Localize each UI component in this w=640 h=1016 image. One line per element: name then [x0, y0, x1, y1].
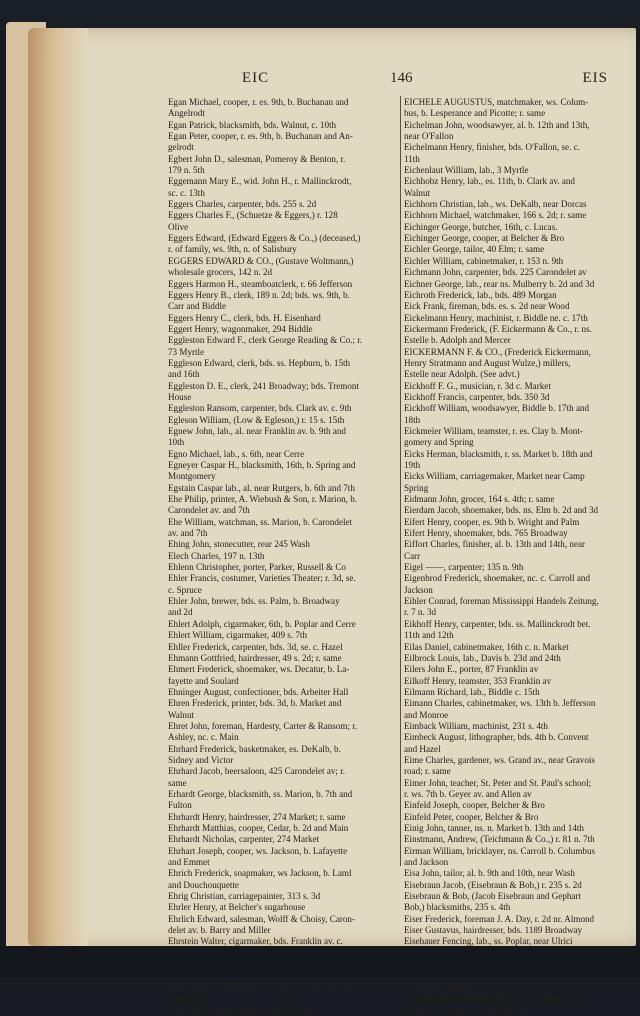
directory-line: Ehlert Adolph, cigarmaker, 6th, b. Poplar and Cerre [168, 618, 356, 629]
directory-line: Henry Stratmann and August Wulze,) millers, [404, 357, 571, 368]
directory-line: Egnew John, lab., al. near Franklin av. b. 9th and [168, 425, 346, 436]
directory-line: fayette and Soulard [168, 675, 239, 686]
directory-line: EICHELE AUGUSTUS, matchmaker, ws. Colum- [404, 97, 589, 107]
directory-line: Ehrler Henry, at Belcher's sugarhouse [168, 902, 306, 913]
directory-line: same [168, 777, 187, 788]
directory-line: Eichinger George, butcher, 16th, c. Lucas. [404, 221, 558, 232]
directory-line: 10th [168, 437, 185, 448]
directory-line: Eimann Charles, cabinetmaker, ws. 13th b. Jefferson [404, 698, 596, 709]
directory-line: and Jackson [404, 857, 449, 868]
directory-line: Eichberger Joseph, miller, 20th, c. Estelle [168, 1004, 320, 1015]
directory-line: Egan Michael, cooper, r. es. 9th, b. Buchanan and [168, 97, 349, 107]
directory-line: r. of family, ws. 9th, n. of Salisbury [168, 244, 297, 255]
directory-line: Einig John, tanner, ns. n. Market b. 13th and 14th [404, 823, 584, 833]
directory-line: Eichinger George, cooper, at Belcher & Bro [404, 233, 565, 244]
directory-line: Eick Frank, fireman, bds. es. s. 2d near Wood [404, 301, 570, 312]
directory-line: Eigenbrod Frederick, shoemaker, nc. c. Carroll and [404, 573, 590, 584]
column-divider [400, 96, 401, 866]
directory-line: Eilas Daniel, cabinetmaker, 16th c. n. Market [404, 641, 569, 652]
directory-line: Estelle b. Adolph and Mercer [404, 335, 511, 346]
directory-line: Eichelmann Henry, finisher, bds. O'Fallon, se. c. [404, 142, 580, 153]
directory-line: and 2d [168, 607, 193, 618]
directory-line: Eggert Henry, wagonmaker, 294 Biddle [168, 323, 313, 334]
directory-line: Eisehauer Fencing, lab., ss. Poplar, near Ulrici [404, 936, 573, 947]
directory-line: 18th [404, 414, 421, 425]
directory-line: Eiser Gustavus, hairdresser, bds. 1189 Broadway [404, 925, 583, 936]
right-directory-column [404, 97, 630, 1016]
directory-line: Einfeld Joseph, cooper, Belcher & Bro [404, 800, 545, 811]
directory-line: EICKERMANN F. & CO., (Frederick Eickermann, [404, 346, 591, 357]
left-directory-column [168, 97, 398, 1016]
directory-line: Sidney and Victor [168, 754, 234, 765]
directory-line: Erhardt George, blacksmith, ss. Marion, b. 7th and [168, 788, 353, 799]
directory-line: and Douchouquette [168, 879, 239, 890]
directory-line: and Monroe [404, 709, 449, 720]
directory-line: Eigel ——, carpenter; 135 n. 9th [404, 562, 524, 573]
directory-line: EGGERS EDWARD & CO., (Gustave Woltmann,) [168, 255, 354, 266]
directory-line: Eifert Henry, shoemaker, bds. 765 Broadway [404, 528, 568, 539]
directory-line: Eierdam Jacob, shoemaker, bds. ns. Elm b. 2d and 3d [404, 505, 599, 516]
directory-line: Eichler William, cabinetmaker, r. 153 n. 9th [404, 255, 564, 266]
directory-line: House [168, 391, 192, 402]
directory-line: Ashley, nc. c. Main [168, 732, 239, 743]
directory-line: Egleson William, (Low & Egleson,) r. 15 s. 15th [168, 414, 345, 425]
directory-line: Eggemann Mary E., wid. John H., r. Mallinckrodt, [168, 176, 352, 187]
page-gutter [28, 28, 88, 946]
directory-line: Ehrlich Edward, salesman, Wolff & Choisy, Caron- [168, 913, 356, 924]
directory-line: Ehlenn Christopher, porter, Parker, Russell & Co [168, 562, 346, 573]
directory-line: gelrodt [168, 142, 194, 153]
directory-line: Bob,) blacksmiths, 235 s. 4th [404, 902, 511, 913]
directory-line: Ehrhart Joseph, cooper, ws. Jackson, b. Lafayette [168, 845, 348, 856]
background-top [0, 0, 640, 30]
directory-line: Egbert John D., salesman, Pomeroy & Benton, r. [168, 153, 346, 164]
directory-line: Eichhorn Michael, watchmaker, 166 s. 2d; r. same [404, 210, 587, 221]
directory-line: Eichmann John, carpenter, bds. 225 Carondelet av [404, 267, 587, 278]
directory-line: r. 7 n. 3d [404, 607, 437, 618]
directory-line: Eichenlaut William, lab., 3 Myrtle [404, 165, 529, 176]
directory-line: Eiser Frederick, foreman J. A. Day, r. 2d nr. Almond [404, 913, 595, 924]
directory-line: Eichroth Frederick, lab., bds. 489 Morgan [404, 289, 557, 300]
directory-line: Ehmann Gottfried, hairdresser, 49 s. 2d; r. same [168, 652, 342, 663]
directory-line: and Emmet [168, 857, 210, 868]
directory-line: Eggleston Edward F., clerk George Reading & Co.; r. [168, 335, 363, 346]
background-bottom [0, 946, 640, 978]
directory-line: Eickhoff William, woodsawyer, Biddle b. 17th and [404, 403, 590, 414]
directory-line: Eickermann Frederick, (F. Eickermann & Co., r. ns. [404, 323, 592, 334]
running-header [170, 70, 626, 92]
directory-line: delet av. b. Barry and Miller [168, 925, 271, 936]
directory-line: EISENHARDT HERMANN, grocer, Market c. 5th; [404, 993, 593, 1004]
directory-line: Eichhobz Henry, lab., es. 11th, b. Clark av. and [404, 176, 575, 187]
directory-line: Walnut [168, 709, 195, 720]
directory-line: Eichhorn Christian, lab., ws. DeKalb, near Dorcas [404, 199, 587, 210]
directory-line: Ehmert Frederick, shoemaker, ws. Decatur, b. La- [168, 664, 350, 675]
directory-line: Ehe William, watchman, ss. Marion, b. Carondelet [168, 516, 353, 527]
directory-line: Eggers Henry C., clerk, bds. H. Eisenhard [168, 312, 321, 323]
directory-line: Spring [404, 482, 429, 493]
directory-line: Eilkoff Henry, teamster, 353 Franklin av [404, 675, 552, 686]
directory-line: bus, b. Lesperance and Picotte; r. same [404, 108, 546, 119]
directory-line: Jackson [404, 584, 433, 595]
directory-line: r. 8th b. Chouteau av. and Hickory [404, 1004, 529, 1015]
directory-line: Eggers Harmon H., steamboatclerk, r. 66 Jefferson [168, 278, 353, 289]
directory-line: 179 n. 5th [168, 165, 205, 176]
directory-line: Ehren Frederick, printer, bds. 3d, b. Market and [168, 698, 342, 709]
directory-line: Eilers John E., porter, 87 Franklin av [404, 664, 539, 675]
directory-line: gomery and Spring [404, 437, 474, 448]
directory-line: Eisebraun & Bob, (Jacob Eisebraun and Gephart [404, 891, 582, 902]
directory-line: wholesale grocers, 142 n. 2d [168, 267, 273, 278]
directory-line: Eicberg Henry, drayman, ws. 14th, b. Clark av. and [168, 981, 355, 992]
directory-line: av. and 7th [168, 528, 208, 539]
directory-line: Walnut [404, 187, 431, 198]
directory-line: Elech Charles, 197 n. 13th [168, 550, 265, 561]
directory-line: Angelrodt [168, 108, 205, 119]
directory-line: Eilbrock Louis, lab., Davis b. 23d and 24th [404, 652, 561, 663]
directory-line: Eicks William, carriagemaker, Market near Camp [404, 471, 585, 482]
directory-line: Ehler John, brewer, bds. ss. Palm, b. Broadway [168, 596, 340, 607]
directory-line: Eichner George, lab., rear ns. Mulberry b. 2d and 3d [404, 278, 595, 289]
directory-line: Carr and Biddle [168, 301, 227, 312]
directory-line: Ehe Philip, printer, A. Wiebush & Son, r. Marion, b. [168, 494, 358, 505]
directory-line: 19th [404, 460, 421, 470]
directory-line: Ehlert William, cigarmaker, 409 s. 7th [168, 630, 308, 641]
directory-line: Fulton [168, 800, 192, 811]
directory-line: Olive [168, 221, 189, 232]
directory-line: Eikhoff Henry, carpenter, bds. ss. Mallinckrodt bet. [404, 618, 591, 629]
directory-line: Eifert Henry, cooper, es. 9th b. Wright and Palm [404, 516, 580, 527]
directory-line: Eilmann Richard, lab., Biddle c. 15th [404, 686, 540, 697]
directory-line: Eisa John, tailor, al. b. 9th and 10th, near Wash [404, 868, 575, 879]
directory-line: 11th [404, 153, 420, 164]
directory-line: Eirman William, bricklayer, ns. Carroll b. Columbus [404, 845, 596, 856]
directory-line: Ehrhard Frederick, basketmaker, es. DeKalb, b. [168, 743, 341, 754]
directory-line: and Hazel [404, 743, 441, 754]
directory-line: Eggers Charles F., (Schuetze & Eggers,) r. 128 [168, 210, 338, 221]
directory-line: Eimbeck August, lithographer, bds. 4th b. Convent [404, 732, 589, 743]
directory-line: Eggers Edward, (Edward Eggers & Co.,) (deceased,) [168, 233, 361, 244]
directory-line: Ehrhardt Henry, hairdresser, 274 Market; r. same [168, 811, 346, 822]
directory-line: near O'Fallon [404, 131, 454, 142]
directory-line: Eisenhardt Herman, 74 s. 6th [404, 981, 511, 992]
directory-line: Eime Charles, gardener, ws. Grand av., near Gravois [404, 754, 595, 765]
directory-line: Estelle near Adolph. (See advt.) [404, 369, 520, 380]
directory-line: r. ws. 7th b. Geyer av. and Allen av [404, 788, 532, 799]
directory-line: Ehret John, foreman, Hardesty, Carter & Ransom; r. [168, 720, 358, 731]
directory-line: Eichler George, tailor, 40 Elm; r. same [404, 244, 545, 255]
directory-line: sc. c. 13th [168, 187, 205, 198]
directory-line: c. Spruce [168, 584, 202, 595]
directory-line: Eggers Henry B., clerk, 189 n. 2d; bds. ws. 9th, b. [168, 289, 350, 300]
directory-line: Ehrstein Walter, cigarmaker, bds. Franklin av. c. [168, 936, 343, 947]
directory-line: Eickhoff F. G., musician, r. 3d c. Market [404, 380, 551, 391]
directory-line: Egan Patrick, blacksmith, bds. Walnut, c. 10th [168, 119, 337, 130]
header-right-guide: EIS [582, 70, 608, 86]
directory-line: Eickelmann Henry, machinist, r. Biddle ne. c. 17th [404, 312, 588, 323]
directory-line: Montgomery [168, 471, 216, 482]
directory-line: Ehrhardt Nicholas, carpenter, 274 Market [168, 834, 320, 845]
directory-line: Eickhoff Francis, carpenter, bds. 350 3d [404, 391, 550, 402]
directory-line: Ehing John, stonecutter, rear 245 Wash [168, 539, 310, 550]
directory-line: Eihler Conrad, foreman Mississippi Handels Zeitung, [404, 596, 599, 607]
directory-line: Ehller Frederick, carpenter, bds. 3d, se. c. Hazel [168, 641, 343, 652]
directory-line: Egno Michael, lab., s. 6th, near Cerre [168, 448, 305, 459]
directory-line: Ehler Francis, costumer, Varieties Theater; r. 3d, se. [168, 573, 356, 584]
directory-line: Eiffort Charles, finisher, al. b. 13th and 14th, near [404, 539, 586, 550]
directory-line: Eisebraun Jacob, (Eisebraun & Bob,) r. 235 s. 2d [404, 879, 582, 890]
directory-line: Eggers Charles, carpenter, bds. 255 s. 2d [168, 199, 317, 210]
directory-line: Eickmeier William, teamster, r. es. Clay b. Mont- [404, 425, 583, 436]
directory-line: Eicks Herman, blacksmith, r. ss. Market b. 18th and [404, 448, 593, 459]
directory-line: Ehrhard Jacob, beersaloon, 425 Carondelet av; r. [168, 766, 346, 777]
directory-line: Eggleston D. E., clerk, 241 Broadway; bds. Tremont [168, 380, 359, 391]
directory-line: Carondelet av. and 7th [168, 505, 250, 516]
header-left-guide: EIC [242, 70, 270, 86]
directory-line: 73 Myrtle [168, 346, 205, 357]
directory-line: 11th and 12th [404, 630, 454, 641]
directory-line: Egneyer Caspar H., blacksmith, 16th, b. Spring and [168, 460, 356, 470]
directory-line: Eggleson Edward, clerk, bds. ss. Hepburn, b. 15th [168, 357, 351, 368]
directory-line: road; r. same [404, 766, 451, 777]
directory-line: Ehrig Christian, carriagepainter, 313 s. 3d [168, 891, 321, 902]
directory-line: and 16th [168, 369, 200, 380]
page-number: 146 [390, 70, 413, 86]
directory-line: Ehninger August, confectioner, bds. Arbeiter Hall [168, 686, 349, 697]
directory-line: Egstain Caspar lab., al. near Rutgers, b. 6th and 7th [168, 482, 355, 493]
directory-line: Eggleston Ransom, carpenter, bds. Clark av. c. 9th [168, 403, 352, 414]
directory-line: Eichelman John, woodsawyer, al. b. 12th and 13th, [404, 119, 590, 130]
directory-line: Spruce [168, 993, 194, 1004]
directory-line: Einfeld Peter, cooper, Belcher & Bro [404, 811, 539, 822]
directory-line: Eimer John, teacher, St. Peter and St. Paul's school; [404, 777, 592, 788]
directory-line: Carr [404, 550, 421, 561]
directory-line: Eimback William, machinist, 231 s. 4th [404, 720, 548, 731]
directory-line: Eidmann John, grocer, 164 s. 4th; r. same [404, 494, 555, 505]
directory-line: Egan Peter, cooper, r. es. 9th, b. Buchanan and An- [168, 131, 353, 142]
directory-line: Einstmann, Andrew, (Teichmann & Co.,) r. 81 n. 7th [404, 834, 595, 845]
directory-line: Ehrich Frederick, soapmaker, ws Jackson, b. Laml [168, 868, 352, 879]
directory-line: Ehrhardt Matthias, cooper, Cedar, b. 2d and Main [168, 823, 349, 833]
